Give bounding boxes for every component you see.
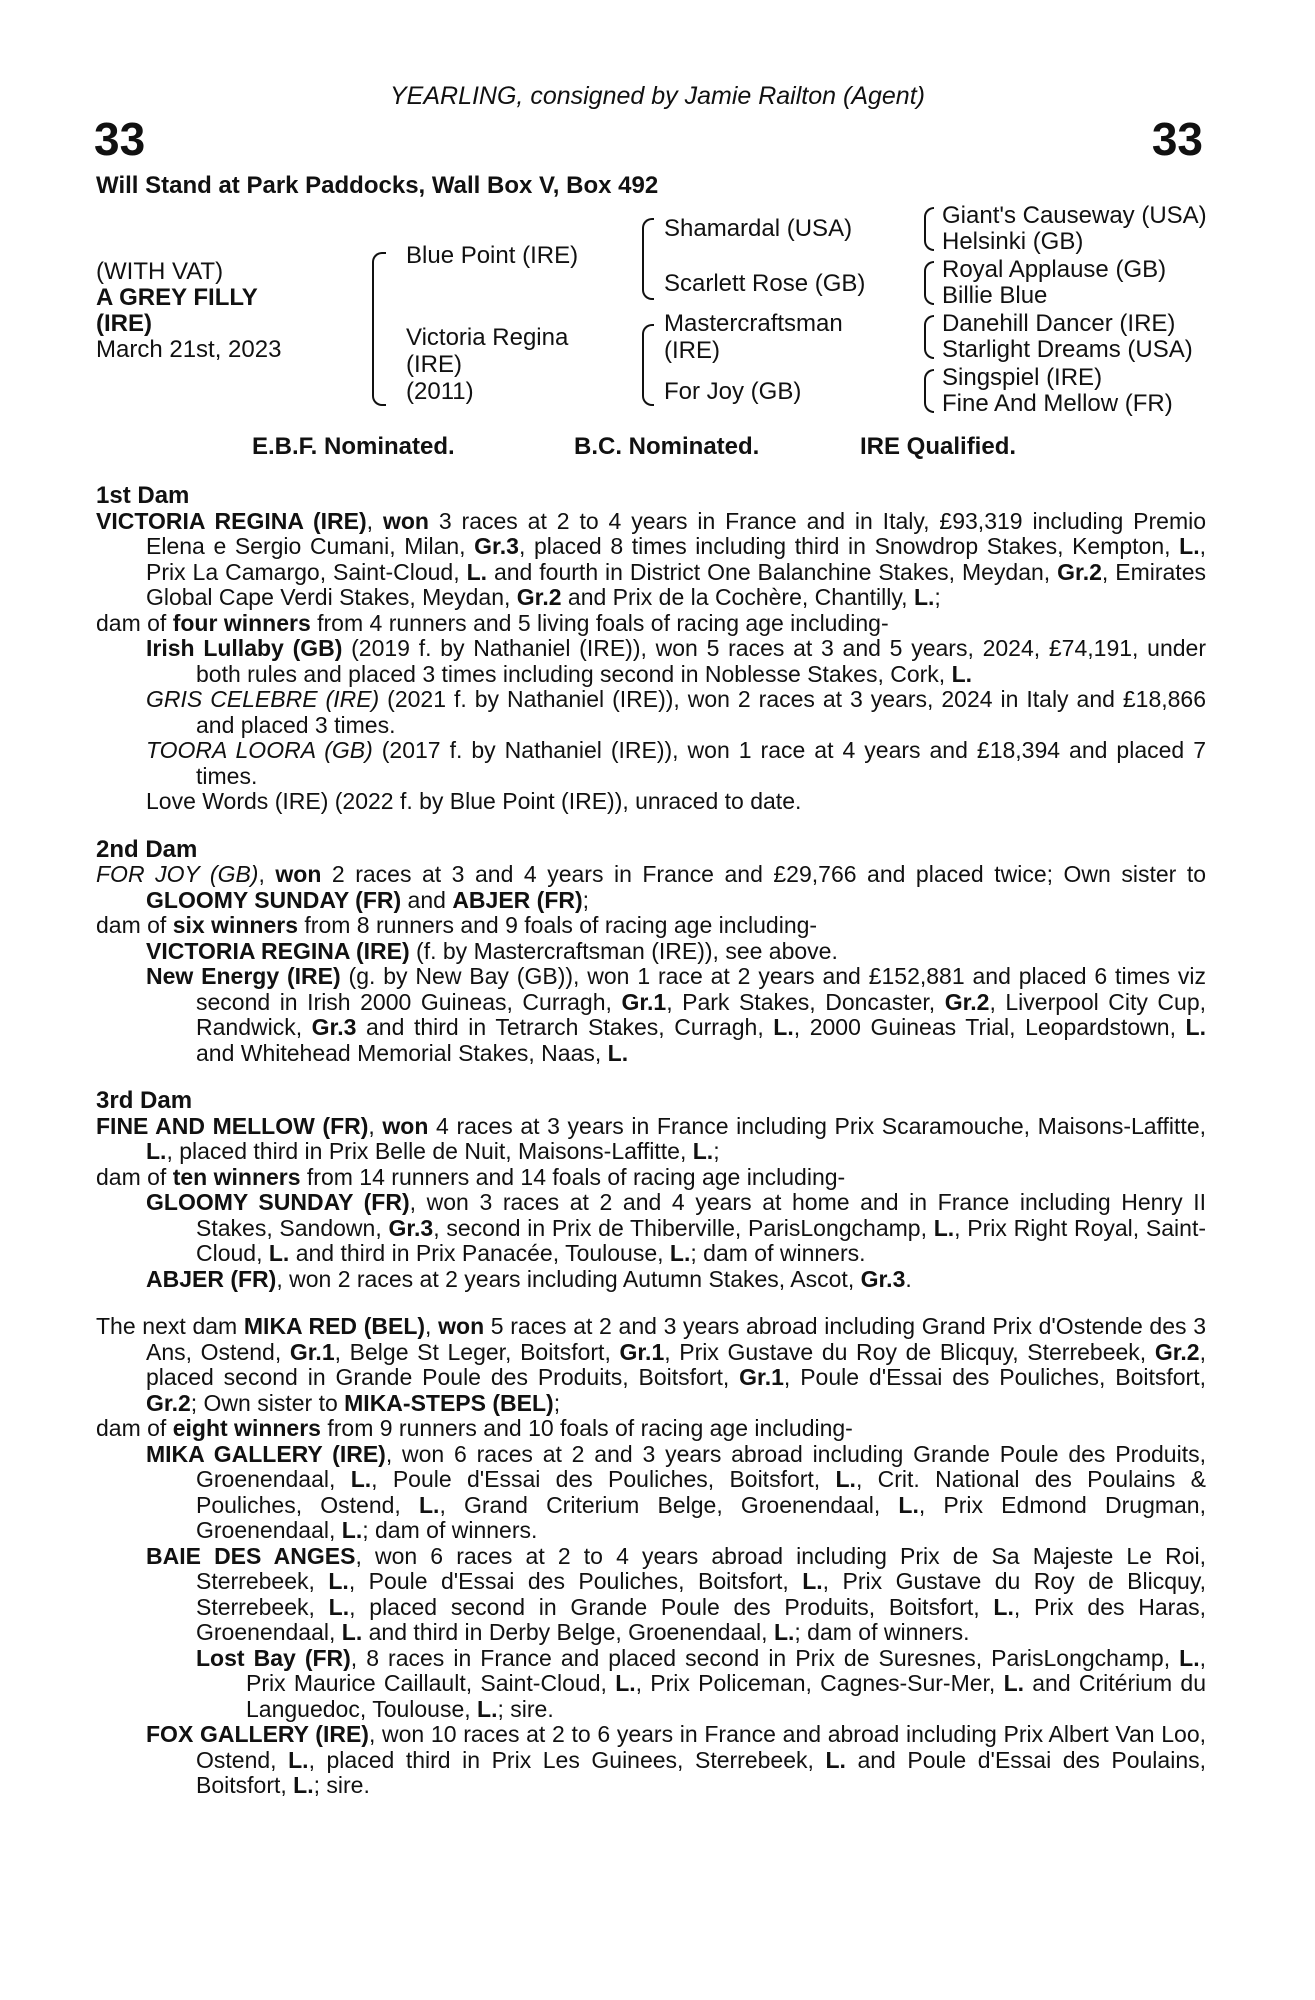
produce-victoria-regina: VICTORIA REGINA (IRE) (f. by Mastercraftsman (IRE)), see above. bbox=[146, 937, 838, 964]
produce-abjer: ABJER (FR), won 2 races at 2 years including Autumn Stakes, Ascot, Gr.3. bbox=[146, 1265, 912, 1292]
pedigree-brace-3c bbox=[924, 315, 934, 359]
fourth-dam-entry: The next dam MIKA RED (BEL), won 5 races at 2 and 3 years abroad including Grand Prix d'Ostende des 3 Ans, Ostend, Gr.1, Belge St Leger, Boitsfort, Gr.1, Prix Gustave du Roy de Blicquy, Sterrebeek, Gr.2, placed second in Grande Poule des Produits, Boitsfort, Gr.1, Poule d'Essai des Pouliches, Boitsfort, Gr.2; Own sister to MIKA-STEPS (BEL); bbox=[96, 1313, 1206, 1416]
fourth-dam-produce-summary: dam of eight winners from 9 runners and 10 foals of racing age including- bbox=[96, 1415, 853, 1441]
second-dam-produce-summary: dam of six winners from 8 runners and 9 foals of racing age including- bbox=[96, 912, 818, 938]
ire-qualification: IRE Qualified. bbox=[860, 433, 1017, 460]
produce-irish-lullaby: Irish Lullaby (GB) (2019 f. by Nathaniel (IRE)), won 5 races at 3 and 5 years, 2024, £74,191, under both rules and placed 3 times including second in Noblesse Stakes, Cork, L. bbox=[146, 635, 1206, 687]
first-dam-heading: 1st Dam bbox=[96, 482, 190, 509]
produce-fox-gallery: FOX GALLERY (IRE), won 10 races at 2 to 6 years in France and abroad including Prix Albert Van Loo, Ostend, L., placed third in Prix Les Guinees, Sterrebeek, L. and Poule d'Essai des Poulains, Boitsfort, L.; sire. bbox=[146, 1721, 1207, 1798]
produce-gloomy-sunday: GLOOMY SUNDAY (FR), won 3 races at 2 and 4 years at home and in France including Henry II Stakes, Sandown, Gr.3, second in Prix de Thiberville, ParisLongchamp, L., Prix Right Royal, Saint-Cloud, L. and third in Prix Panacée, Toulouse, L.; dam of winners. bbox=[146, 1189, 1207, 1266]
pedigree-sss: Giant's Causeway (USA) bbox=[942, 202, 1207, 229]
first-dam-entry: VICTORIA REGINA (IRE), won 3 races at 2 to 4 years in France and in Italy, £93,319 including Premio Elena e Sergio Cumani, Milan, Gr.3, placed 8 times including third in Snowdrop Stakes, Kempton, L., Prix La Camargo, Saint-Cloud, L. and fourth in District One Balanchine Stakes, Meydan, Gr.2, Emirates Global Cape Verdi Stakes, Meydan, Gr.2 and Prix de la Cochère, Chantilly, L.; bbox=[96, 507, 1206, 610]
pedigree-ddd: Fine And Mellow (FR) bbox=[942, 390, 1173, 417]
stand-location: Will Stand at Park Paddocks, Wall Box V, Box 492 bbox=[96, 172, 659, 199]
ebf-nomination: E.B.F. Nominated. bbox=[252, 433, 455, 460]
pedigree-dam-line2: (IRE) bbox=[406, 351, 462, 378]
pedigree-brace-dam bbox=[642, 324, 654, 406]
produce-toora-loora: TOORA LOORA (GB) (2017 f. by Nathaniel (IRE)), won 1 race at 4 years and £18,394 and placed 7 times. bbox=[146, 737, 1206, 789]
pedigree-dam-sire-line1: Mastercraftsman bbox=[664, 310, 843, 337]
lot-number-left: 33 bbox=[94, 113, 146, 165]
horse-name-line2: (IRE) bbox=[96, 310, 152, 337]
second-dam-heading: 2nd Dam bbox=[96, 835, 198, 863]
pedigree-brace-3a bbox=[924, 207, 934, 251]
pedigree-dsd: Starlight Dreams (USA) bbox=[942, 336, 1193, 363]
pedigree-sds: Royal Applause (GB) bbox=[942, 256, 1167, 283]
pedigree-sire-sire: Shamardal (USA) bbox=[664, 215, 853, 242]
pedigree-brace-3d bbox=[924, 369, 934, 413]
first-dam-produce-summary: dam of four winners from 4 runners and 5 living foals of racing age including- bbox=[96, 609, 889, 636]
horse-name-line1: A GREY FILLY bbox=[96, 284, 258, 311]
lot-number-right: 33 bbox=[1151, 113, 1203, 165]
third-dam-entry: FINE AND MELLOW (FR), won 4 races at 3 years in France including Prix Scaramouche, Maisons-Laffitte, L., placed third in Prix Belle de Nuit, Maisons-Laffitte, L.; bbox=[96, 1112, 1206, 1164]
pedigree-dds: Singspiel (IRE) bbox=[942, 364, 1103, 391]
third-dam-produce-summary: dam of ten winners from 14 runners and 14 foals of racing age including- bbox=[96, 1163, 846, 1190]
pedigree-brace-main bbox=[372, 252, 386, 406]
produce-baie-des-anges: BAIE DES ANGES, won 6 races at 2 to 4 years abroad including Prix de Sa Majeste Le Roi, Sterrebeek, L., Poule d'Essai des Pouliches, Boitsfort, L., Prix Gustave du Roy de Blicquy, Sterrebeek, L., placed second in Grande Poule des Produits, Boitsfort, L., Prix des Haras, Groenendaal, L. and third in Derby Belge, Groenendaal, L.; dam of winners. bbox=[146, 1542, 1207, 1645]
produce-mika-gallery: MIKA GALLERY (IRE), won 6 races at 2 and 3 years abroad including Grande Poule des Produits, Groenendaal, L., Poule d'Essai des Pouliches, Boitsfort, L., Crit. National des Poulains & Pouliches, Ostend, L., Grand Criterium Belge, Groenendaal, L., Prix Edmond Drugman, Groenendaal, L.; dam of winners. bbox=[146, 1440, 1207, 1543]
produce-gris-celebre: GRIS CELEBRE (IRE) (2021 f. by Nathaniel (IRE)), won 2 races at 3 years, 2024 in Italy and £18,866 and placed 3 times. bbox=[146, 686, 1207, 738]
horse-dob: March 21st, 2023 bbox=[96, 336, 282, 363]
pedigree-ssd: Helsinki (GB) bbox=[942, 228, 1084, 255]
third-dam-heading: 3rd Dam bbox=[96, 1087, 193, 1114]
bc-nomination: B.C. Nominated. bbox=[574, 433, 760, 460]
second-dam-entry: FOR JOY (GB), won 2 races at 3 and 4 years in France and £29,766 and placed twice; Own sister to GLOOMY SUNDAY (FR) and ABJER (FR); bbox=[96, 861, 1207, 913]
pedigree-dam-line3: (2011) bbox=[406, 378, 474, 405]
pedigree-sdd: Billie Blue bbox=[942, 282, 1048, 309]
pedigree-dam-line1: Victoria Regina bbox=[406, 324, 569, 351]
pedigree-brace-3b bbox=[924, 261, 934, 305]
produce-love-words: Love Words (IRE) (2022 f. by Blue Point (IRE)), unraced to date. bbox=[146, 788, 802, 814]
produce-new-energy: New Energy (IRE) (g. by New Bay (GB)), won 1 race at 2 years and £152,881 and placed 6 times viz second in Irish 2000 Guineas, Curragh, Gr.1, Park Stakes, Doncaster, Gr.2, Liverpool City Cup, Randwick, Gr.3 and third in Tetrarch Stakes, Curragh, L., 2000 Guineas Trial, Leopardstown, L. and Whitehead Memorial Stakes, Naas, L. bbox=[146, 963, 1206, 1066]
pedigree-dam-dam: For Joy (GB) bbox=[664, 378, 802, 405]
pedigree-dam-sire-line2: (IRE) bbox=[664, 337, 720, 364]
pedigree-dss: Danehill Dancer (IRE) bbox=[942, 310, 1176, 337]
produce-lost-bay: Lost Bay (FR), 8 races in France and placed second in Prix de Suresnes, ParisLongchamp, L., Prix Maurice Caillault, Saint-Cloud, L., Prix Policeman, Cagnes-Sur-Mer, L. and Critérium du Languedoc, Toulouse, L.; sire. bbox=[196, 1644, 1207, 1722]
horse-vat: (WITH VAT) bbox=[96, 258, 224, 285]
catalogue-body bbox=[96, 483, 1206, 1799]
pedigree-sire: Blue Point (IRE) bbox=[406, 242, 579, 269]
pedigree-brace-sire bbox=[642, 218, 654, 300]
consignment-header: YEARLING, consigned by Jamie Railton (Agent) bbox=[390, 82, 925, 110]
pedigree-sire-dam: Scarlett Rose (GB) bbox=[664, 270, 866, 297]
